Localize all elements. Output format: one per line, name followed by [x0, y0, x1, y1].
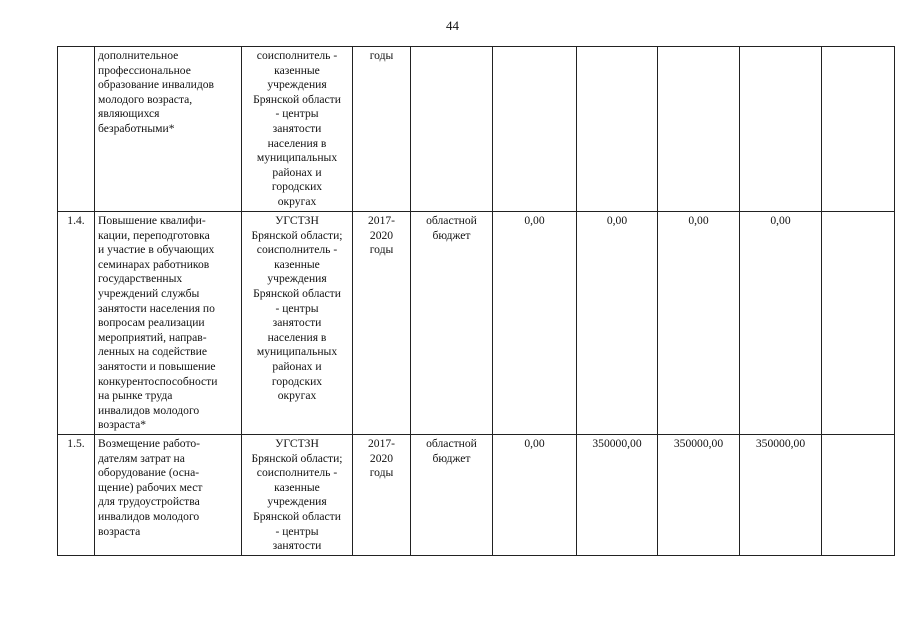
value-cell [658, 47, 740, 212]
row-number [58, 47, 95, 212]
value-cell [822, 435, 895, 556]
executor: соисполнитель - казенные учреждения Брянской области - центры занятости населения в муниципальных районах и городских округах [242, 47, 353, 212]
value-cell: 0,00 [740, 212, 822, 435]
measure-name: Повышение квалифи- кации, переподготовка и участие в обучающих семинарах работников государственных учреждений службы занятости населения по вопросам реализации мероприятий, направ- ленных на содействие занятости и повышение конкурентоспособности на рынке труда инвалидов молодого возраста* [95, 212, 242, 435]
value-cell [740, 47, 822, 212]
period: 2017- 2020 годы [353, 435, 411, 556]
page-number: 44 [446, 18, 459, 33]
funding-source: областной бюджет [411, 435, 493, 556]
value-cell [577, 47, 658, 212]
measure-name: Возмещение работо- дателям затрат на оборудование (осна- щение) рабочих мест для трудоустройства инвалидов молодого возраста [95, 435, 242, 556]
funding-source [411, 47, 493, 212]
value-cell: 350000,00 [740, 435, 822, 556]
executor: УГСТЗН Брянской области; соисполнитель - казенные учреждения Брянской области - центры занятости населения в муниципальных районах и городских округах [242, 212, 353, 435]
value-cell [822, 47, 895, 212]
value-cell: 0,00 [658, 212, 740, 435]
measures-table [57, 46, 895, 556]
table-row [58, 47, 895, 212]
value-cell: 0,00 [493, 212, 577, 435]
period: годы [353, 47, 411, 212]
row-number: 1.5. [58, 435, 95, 556]
funding-source: областной бюджет [411, 212, 493, 435]
table-row [58, 212, 895, 435]
value-cell [822, 212, 895, 435]
value-cell: 0,00 [493, 435, 577, 556]
measure-name: дополнительное профессиональное образование инвалидов молодого возраста, являющихся безработными* [95, 47, 242, 212]
value-cell: 350000,00 [658, 435, 740, 556]
executor: УГСТЗН Брянской области; соисполнитель - казенные учреждения Брянской области - центры занятости [242, 435, 353, 556]
table-row [58, 435, 895, 556]
value-cell: 350000,00 [577, 435, 658, 556]
value-cell [493, 47, 577, 212]
value-cell: 0,00 [577, 212, 658, 435]
period: 2017- 2020 годы [353, 212, 411, 435]
row-number: 1.4. [58, 212, 95, 435]
